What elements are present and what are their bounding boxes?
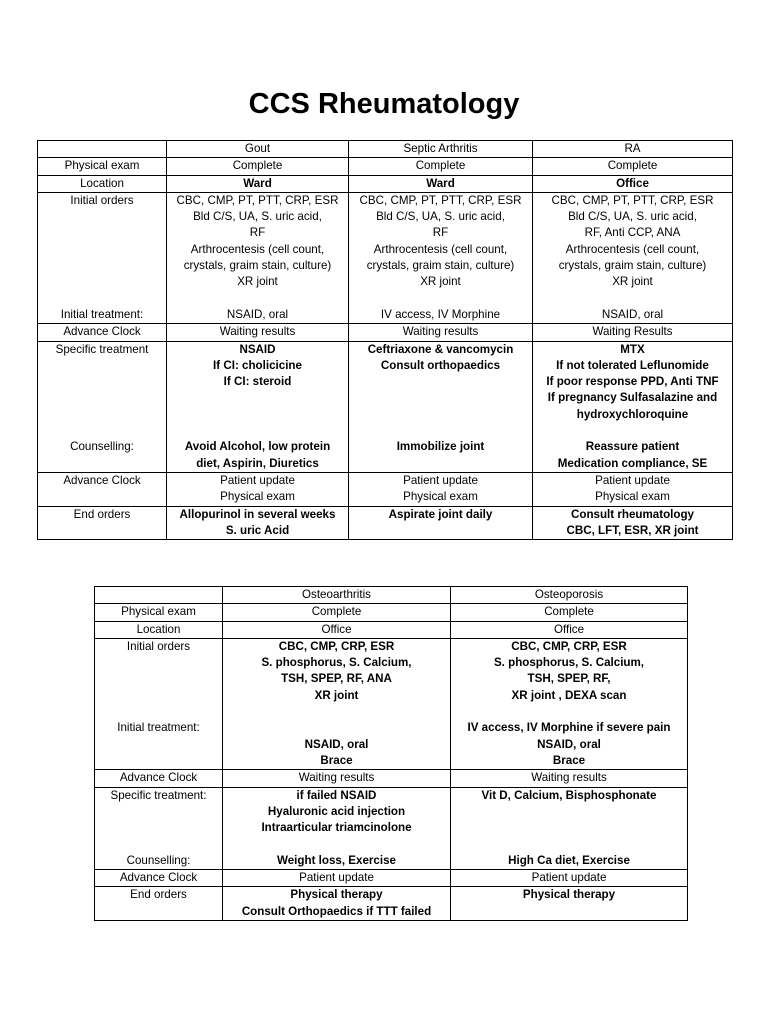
cell-line: RF xyxy=(432,226,449,240)
cell-line: S. phosphorus, S. Calcium, xyxy=(261,656,412,670)
table-cell xyxy=(349,341,533,472)
header-blank-cell xyxy=(95,587,223,604)
table-cell xyxy=(167,158,349,175)
table-cell xyxy=(533,158,733,175)
line-spacer xyxy=(40,423,164,439)
cell-line: Ceftriaxone & vancomycin xyxy=(367,342,514,356)
line-spacer xyxy=(97,836,220,852)
column-header: Osteoarthritis xyxy=(223,587,451,604)
cell-line: Aspirate joint daily xyxy=(388,507,493,521)
cell-line: Waiting results xyxy=(298,771,375,785)
row-label xyxy=(95,887,223,921)
cell-line: Initial orders xyxy=(70,193,134,207)
cell-line: Waiting results xyxy=(402,325,479,339)
table-cell xyxy=(451,870,688,887)
table-row xyxy=(95,638,688,769)
line-spacer xyxy=(169,407,346,423)
table-row xyxy=(38,324,733,341)
cell-line: If CI: steroid xyxy=(223,375,292,389)
table-row xyxy=(95,770,688,787)
cell-line: Consult orthopaedics xyxy=(380,358,501,372)
table-row xyxy=(95,604,688,621)
cell-line: End orders xyxy=(130,888,187,902)
row-label xyxy=(38,324,167,341)
line-spacer xyxy=(40,209,164,225)
cell-line: Arthrocentesis (cell count, xyxy=(190,242,325,256)
line-spacer xyxy=(225,836,448,852)
line-spacer xyxy=(97,704,220,720)
cell-line: Physical exam xyxy=(595,490,670,504)
table-cell xyxy=(349,192,533,323)
cell-line: XR joint xyxy=(314,688,359,702)
cell-line: CBC, CMP, CRP, ESR xyxy=(511,639,627,653)
cell-line: Waiting results xyxy=(531,771,607,785)
table-row xyxy=(38,175,733,192)
cell-line: Complete xyxy=(607,159,658,173)
row-label xyxy=(38,192,167,323)
line-spacer xyxy=(351,374,530,390)
cell-line: If CI: cholicicine xyxy=(213,358,302,372)
cell-line: S. uric Acid xyxy=(225,523,290,537)
table-cell xyxy=(533,506,733,540)
cell-line: Complete xyxy=(415,159,466,173)
line-spacer xyxy=(40,242,164,258)
column-header: Septic Arthritis xyxy=(349,141,533,158)
cell-line: Waiting results xyxy=(219,325,296,339)
table-cell xyxy=(349,506,533,540)
cell-line: Arthrocentesis (cell count, xyxy=(373,242,508,256)
table-cell xyxy=(223,887,451,921)
line-spacer xyxy=(453,704,685,720)
line-spacer xyxy=(453,836,685,852)
table-cell xyxy=(533,341,733,472)
cell-line: If poor response PPD, Anti TNF xyxy=(546,375,719,389)
line-spacer xyxy=(40,407,164,423)
table-row xyxy=(38,158,733,175)
table-cell xyxy=(349,158,533,175)
cell-line: NSAID, oral xyxy=(304,737,369,751)
row-label xyxy=(95,638,223,769)
cell-line: RF, Anti CCP, ANA xyxy=(584,226,681,240)
cell-line: Waiting Results xyxy=(592,325,673,339)
table-row xyxy=(38,192,733,323)
cell-line: S. phosphorus, S. Calcium, xyxy=(493,656,645,670)
table-cell xyxy=(167,324,349,341)
cell-line: Brace xyxy=(552,753,586,767)
cell-line: NSAID, oral xyxy=(601,307,664,321)
cell-line: End orders xyxy=(73,507,131,521)
line-spacer xyxy=(97,655,220,671)
cell-line: Office xyxy=(553,622,585,636)
cell-line: Complete xyxy=(311,605,362,619)
table-cell xyxy=(349,175,533,192)
cell-line: NSAID, oral xyxy=(226,307,289,321)
row-label xyxy=(95,604,223,621)
column-header: Osteoporosis xyxy=(451,587,688,604)
cell-line: Weight loss, Exercise xyxy=(277,853,396,867)
cell-line: TSH, SPEP, RF, ANA xyxy=(281,672,392,686)
cell-line: CBC, CMP, PT, PTT, CRP, ESR xyxy=(176,193,339,207)
cell-line: IV access, IV Morphine if severe pain xyxy=(467,721,671,735)
cell-line: Specific treatment xyxy=(55,342,149,356)
cell-line: Counselling: xyxy=(126,853,191,867)
cell-line: Vit D, Calcium, Bisphosphonate xyxy=(481,788,657,802)
line-spacer xyxy=(97,804,220,820)
cell-line: CBC, CMP, PT, PTT, CRP, ESR xyxy=(551,193,714,207)
cell-line: Avoid Alcohol, low protein xyxy=(184,440,331,454)
cell-line: crystals, graim stain, culture) xyxy=(366,259,515,273)
line-spacer xyxy=(97,688,220,704)
header-row xyxy=(95,587,688,604)
cell-line: Bld C/S, UA, S. uric acid, xyxy=(193,210,322,224)
cell-line: Ward xyxy=(243,176,272,190)
cell-line: Reassure patient xyxy=(585,440,680,454)
table-cell xyxy=(223,604,451,621)
row-label xyxy=(95,621,223,638)
table-cell xyxy=(451,770,688,787)
cell-line: Advance Clock xyxy=(119,771,198,785)
line-spacer xyxy=(535,291,730,307)
cell-line: Advance Clock xyxy=(63,473,141,487)
header-row xyxy=(38,141,733,158)
line-spacer xyxy=(40,390,164,406)
table-row xyxy=(38,472,733,506)
cell-line: Arthrocentesis (cell count, xyxy=(565,242,700,256)
table-cell xyxy=(349,324,533,341)
cell-line: Patient update xyxy=(220,473,295,487)
cell-line: Consult Orthopaedics if TTT failed xyxy=(241,904,432,918)
cell-line: Physical exam xyxy=(64,159,140,173)
cell-line: Specific treatment: xyxy=(110,788,207,802)
cell-line: Physical therapy xyxy=(522,888,616,902)
line-spacer xyxy=(169,390,346,406)
line-spacer xyxy=(453,804,685,820)
row-label xyxy=(38,175,167,192)
line-spacer xyxy=(97,820,220,836)
row-label xyxy=(95,770,223,787)
line-spacer xyxy=(40,258,164,274)
cell-line: diet, Aspirin, Diuretics xyxy=(196,456,319,470)
cell-line: Complete xyxy=(544,605,594,619)
cell-line: XR joint xyxy=(612,275,653,289)
table-cell xyxy=(223,638,451,769)
table-row xyxy=(95,887,688,921)
table-row xyxy=(95,787,688,869)
cell-line: XR joint xyxy=(420,275,461,289)
cell-line: If not tolerated Leflunomide xyxy=(556,358,709,372)
cell-line: Physical exam xyxy=(220,490,295,504)
cell-line: Hyaluronic acid injection xyxy=(267,804,406,818)
cell-line: High Ca diet, Exercise xyxy=(508,853,630,867)
cell-line: Ward xyxy=(426,176,455,190)
rheumatology-table-1 xyxy=(37,140,733,540)
cell-line: Office xyxy=(321,622,352,636)
cell-line: Intraarticular triamcinolone xyxy=(261,821,412,835)
cell-line: Advance Clock xyxy=(119,871,198,885)
cell-line: Counselling: xyxy=(70,440,134,454)
cell-line: Physical therapy xyxy=(290,888,383,902)
line-spacer xyxy=(40,225,164,241)
cell-line: Bld C/S, UA, S. uric acid, xyxy=(568,210,697,224)
table-cell xyxy=(533,192,733,323)
cell-line: CBC, CMP, CRP, ESR xyxy=(278,639,395,653)
cell-line: NSAID xyxy=(239,342,276,356)
table-cell xyxy=(533,175,733,192)
table-cell xyxy=(533,324,733,341)
table-cell xyxy=(349,472,533,506)
cell-line: Patient update xyxy=(531,871,607,885)
line-spacer xyxy=(40,274,164,290)
line-spacer xyxy=(169,423,346,439)
table-row xyxy=(95,870,688,887)
line-spacer xyxy=(225,704,448,720)
cell-line: Medication compliance, SE xyxy=(557,456,708,470)
page-title: CCS Rheumatology xyxy=(248,88,520,120)
row-label xyxy=(38,472,167,506)
line-spacer xyxy=(535,423,730,439)
cell-line: Advance Clock xyxy=(63,325,141,339)
cell-line: Location xyxy=(80,176,124,190)
cell-line: Initial treatment: xyxy=(117,721,200,735)
line-spacer xyxy=(40,374,164,390)
cell-line: Brace xyxy=(320,753,353,767)
cell-line: Location xyxy=(136,622,181,636)
line-spacer xyxy=(40,358,164,374)
cell-line: Immobilize joint xyxy=(396,440,485,454)
cell-line: Office xyxy=(616,176,649,190)
row-label xyxy=(38,341,167,472)
line-spacer xyxy=(351,423,530,439)
cell-line: Patient update xyxy=(595,473,670,487)
column-header: Gout xyxy=(167,141,349,158)
table-cell xyxy=(167,506,349,540)
table-cell xyxy=(167,472,349,506)
header-blank-cell xyxy=(38,141,167,158)
cell-line: Bld C/S, UA, S. uric acid, xyxy=(376,210,505,224)
cell-line: Initial orders xyxy=(126,639,191,653)
table-cell xyxy=(167,341,349,472)
line-spacer xyxy=(225,720,448,736)
line-spacer xyxy=(453,820,685,836)
cell-line: TSH, SPEP, RF, xyxy=(527,672,611,686)
cell-line: RF xyxy=(249,226,266,240)
row-label xyxy=(38,506,167,540)
cell-line: IV access, IV Morphine xyxy=(380,307,501,321)
table-cell xyxy=(223,770,451,787)
cell-line: CBC, CMP, PT, PTT, CRP, ESR xyxy=(359,193,522,207)
table-cell xyxy=(451,787,688,869)
table-row xyxy=(38,341,733,472)
cell-line: crystals, graim stain, culture) xyxy=(558,259,707,273)
table-cell xyxy=(223,870,451,887)
cell-line: Consult rheumatology xyxy=(570,507,695,521)
cell-line: Allopurinol in several weeks xyxy=(179,507,336,521)
table-cell xyxy=(167,192,349,323)
cell-line: If pregnancy Sulfasalazine and xyxy=(547,391,718,405)
cell-line: Physical exam xyxy=(403,490,478,504)
table-row xyxy=(38,506,733,540)
cell-line: hydroxychloroquine xyxy=(576,407,689,421)
line-spacer xyxy=(351,291,530,307)
cell-line: Initial treatment: xyxy=(60,307,144,321)
table-cell xyxy=(533,472,733,506)
cell-line: Patient update xyxy=(403,473,478,487)
cell-line: XR joint , DEXA scan xyxy=(511,688,627,702)
line-spacer xyxy=(40,291,164,307)
table-cell xyxy=(451,621,688,638)
table-cell xyxy=(451,638,688,769)
column-header: RA xyxy=(533,141,733,158)
row-label xyxy=(38,158,167,175)
table-cell xyxy=(451,887,688,921)
line-spacer xyxy=(351,407,530,423)
cell-line: Physical exam xyxy=(121,605,196,619)
table-cell xyxy=(451,604,688,621)
cell-line: Patient update xyxy=(299,871,374,885)
cell-line: crystals, graim stain, culture) xyxy=(183,259,332,273)
line-spacer xyxy=(97,671,220,687)
table-cell xyxy=(223,787,451,869)
table-row xyxy=(95,621,688,638)
line-spacer xyxy=(169,291,346,307)
table-cell xyxy=(167,175,349,192)
row-label xyxy=(95,870,223,887)
cell-line: MTX xyxy=(620,342,645,356)
cell-line: if failed NSAID xyxy=(296,788,377,802)
rheumatology-table-2 xyxy=(94,586,688,921)
row-label xyxy=(95,787,223,869)
table-cell xyxy=(223,621,451,638)
cell-line: NSAID, oral xyxy=(537,737,601,751)
line-spacer xyxy=(351,390,530,406)
cell-line: Complete xyxy=(232,159,283,173)
cell-line: XR joint xyxy=(237,275,278,289)
cell-line: CBC, LFT, ESR, XR joint xyxy=(566,523,699,537)
